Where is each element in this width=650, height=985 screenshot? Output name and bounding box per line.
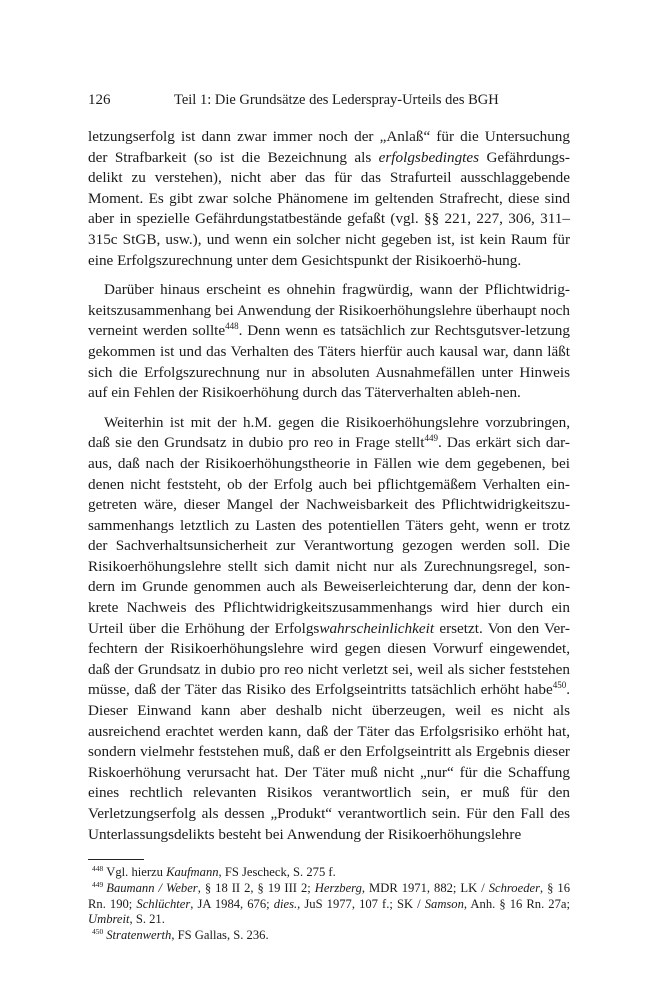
text-run: , § 18 II 2, § 19 III 2; — [197, 881, 315, 896]
footnote-450 — [88, 928, 570, 943]
author-name: Herzberg — [314, 881, 362, 896]
author-name: Kaufmann — [166, 865, 219, 879]
footnote-number: 449 — [92, 880, 104, 890]
footnote-separator — [88, 859, 144, 860]
text-run: . Dieser Einwand kann aber deshalb nicht überzeugen, weil es nicht als ausreichend erachtet werden kann, daß der Täter das Erfolgsrisiko erhöht hat, sondern vielmehr feststehen muß, daß er den Erfolgseintritt als Ergebnis dieser Riskoerhöhung verursacht hat. Der Täter muß nicht „nur“ für die Schaffung eines rechtlich relevanten Risikos verantwortlich sein, er muß für den Verletzungserfolg als dessen „Produkt“ verantwortlich sein. Für den Fall des Unterlassungsdelikts besteht bei Anwendung der Risikoerhöhungslehre — [88, 681, 570, 843]
footnotes — [88, 865, 570, 944]
text-run: , JuS 1977, 107 f.; SK / — [297, 896, 425, 911]
footnote-ref-450[interactable]: 450 — [552, 680, 567, 691]
text-run: Darüber hinaus erscheint es ohnehin fragwürdig, wann der Pflichtwidrig-keitszusammenhang bei Anwendung der Risikoerhöhungslehre überhaupt noch verneint werden sollte — [88, 281, 570, 340]
paragraph-1 — [88, 127, 570, 271]
running-title: Teil 1: Die Grundsätze des Lederspray-Urteils des BGH — [174, 92, 499, 108]
emphasis: erfolgsbedingtes — [378, 148, 480, 166]
text-run: Gefährdungs-delikt zu verstehen), nicht aber das für das Strafurteil ausschlaggebende Moment. Es gibt zwar solche Phänomene im geltenden Strafrecht, diese sind aber in spezielle Gefährdungstatbestände gefaßt (vgl. §§ 221, 227, 306, 311–315c StGB, usw.), und wenn ein solcher nicht gegeben ist, ist kein Raum für eine Erfolgszurechnung unter dem Gesichtspunkt der Risikoerhö-hung. — [88, 148, 570, 269]
paragraph-2 — [88, 280, 570, 404]
text-run: letzungserfolg ist dann zwar immer noch der „Anlaß“ für die Untersuchung der Strafbarkeit (so ist die Bezeichnung als — [88, 128, 570, 166]
footnote-number: 448 — [92, 864, 104, 873]
text-run: Weiterhin ist mit der h.M. gegen die Risikoerhöhungslehre vorzubringen, daß sie den Grundsatz in dubio pro reo in Frage stellt — [88, 413, 570, 452]
author-name: dies. — [273, 896, 298, 911]
footnote-number: 450 — [92, 927, 104, 937]
author-name: Schlüchter — [136, 896, 191, 911]
text-run: . Das erkärt sich dar-aus, daß nach der Risikoerhöhungstheorie in Fällen wie dem gegebenen, bei denen nicht feststeht, ob der Erfolg auch bei pflichtgemäßem Verhalten ein-getreten wäre, dieser Mangel der Nachweisbarkeit des Pflichtwidrigkeitszu-sammenhangs letztlich zu Lasten des potentiellen Täters geht, wenn er trotz der Sachverhaltsunsicherheit zur Verantwortung gezogen werden soll. Die Risikoerhöhungslehre stellt sich damit nicht nur als Zurechnungsregel, son-dern im Grunde genommen auch als Beweiserleichterung dar, denn der kon-krete Nachweis des Pflichtwidrigkeitszusammenhangs wird hier durch ein Urteil über die Erhöhung der Erfolgs — [88, 434, 570, 637]
footnote-449 — [88, 881, 570, 927]
text-run: , FS Gallas, S. 236. — [171, 928, 269, 943]
text-run: , Anh. § 16 Rn. 27a; — [463, 896, 570, 911]
author-name: Samson — [424, 896, 464, 911]
text-run: , S. 21. — [129, 911, 165, 926]
text-run: , MDR 1971, 882; LK / — [361, 881, 489, 896]
author-name: Stratenwerth — [106, 928, 172, 943]
text-run: , § 16 Rn. 190; — [88, 881, 571, 911]
page-number: 126 — [88, 92, 111, 108]
emphasis: wahrscheinlichkeit — [319, 619, 435, 637]
author-name: Umbreit — [88, 911, 130, 926]
text-run: , JA 1984, 676; — [190, 896, 274, 911]
footnote-ref-449[interactable]: 449 — [424, 433, 438, 444]
text-run: Vgl. hierzu — [106, 865, 167, 879]
text-run: . Denn wenn es tatsächlich zur Rechtsgutsver-letzung gekommen ist und das Verhalten des Täters hierfür auch kausal war, dann läßt sich die Erfolgszurechnung nur in absoluten Ausnahmefällen unter Hinweis auf ein Fehlen der Risikoerhöhung durch das Täterverhalten ableh-nen. — [88, 322, 570, 402]
footnote-448 — [88, 865, 570, 880]
paragraph-3 — [88, 413, 570, 845]
text-run: , FS Jescheck, S. 275 f. — [218, 865, 336, 879]
author-name: Baumann / Weber — [106, 881, 198, 896]
author-name: Schroeder — [488, 881, 540, 896]
main-text — [88, 127, 570, 854]
text-run: ersetzt. Von den Ver-fechtern der Risikoerhöhungslehre wird gegen diesen Vorwurf eingewendet, daß der Grundsatz in dubio pro reo nicht verletzt sei, weil als sicher feststehen müsse, daß der Täter das Risiko des Erfolgseintritts tatsächlich erhöht habe — [88, 619, 570, 699]
footnote-ref-448[interactable]: 448 — [225, 321, 239, 332]
